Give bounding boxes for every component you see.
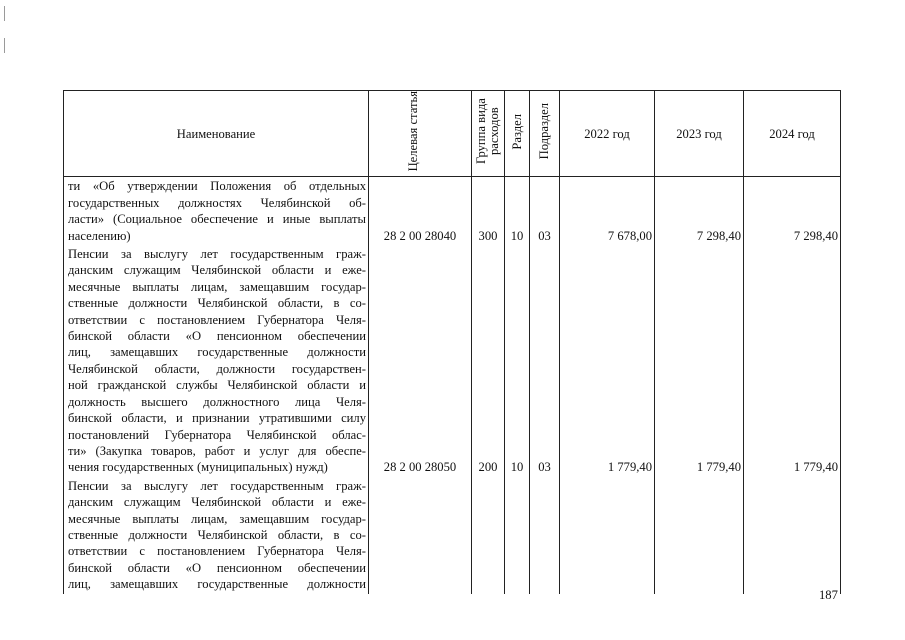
row-subsection: 03 — [530, 245, 560, 477]
row-value-2022: 1 779,40 — [560, 245, 655, 477]
row-expense-group: 300 — [472, 177, 505, 245]
header-target-article: Целевая статья — [369, 91, 472, 177]
row-section — [505, 477, 530, 594]
row-target-article: 28 2 00 28040 — [369, 177, 472, 245]
row-value-2023 — [655, 477, 744, 594]
row-name: Пенсии за выслугу лет государственным граж- данским служащим Челябинской области и еже- месячные выплаты лицам, замещавшим государ- ственные должности Челябинской области, в со- ответствии с постановлением Губернатора Челя- бинской области «О пенсионном обеспечении лиц, замещавших государственные должности Челябинской области, должности государствен- ной гражданской службы Челябинской области и должность высшего должностного лица Челя- бинской области, и признании утратившими силу постановлений Губернатора Челябинской облас- ти» (Закупка товаров, работ и услуг для обеспе- чения государственных (муниципальных) нужд) — [64, 245, 369, 477]
row-subsection: 03 — [530, 177, 560, 245]
header-expense-group: Группа вида расходов — [472, 91, 505, 177]
row-target-article: 28 2 00 28050 — [369, 245, 472, 477]
row-value-2022: 7 678,00 — [560, 177, 655, 245]
row-value-2022 — [560, 477, 655, 594]
header-2022: 2022 год — [560, 91, 655, 177]
header-section: Раздел — [505, 91, 530, 177]
row-value-2024: 1 779,40 — [744, 245, 841, 477]
row-section: 10 — [505, 177, 530, 245]
header-2024: 2024 год — [744, 91, 841, 177]
table-row — [64, 177, 841, 245]
row-value-2024: 7 298,40 — [744, 177, 841, 245]
row-expense-group — [472, 477, 505, 594]
table-header-row — [64, 91, 841, 177]
row-section: 10 — [505, 245, 530, 477]
row-value-2023: 1 779,40 — [655, 245, 744, 477]
page-number: 187 — [819, 588, 838, 602]
header-subsection: Подраздел — [530, 91, 560, 177]
table-row — [64, 477, 841, 594]
scan-margin-mark — [4, 6, 5, 21]
header-name: Наименование — [64, 91, 369, 177]
row-value-2024 — [744, 477, 841, 594]
scan-margin-mark — [4, 38, 5, 53]
row-expense-group: 200 — [472, 245, 505, 477]
row-target-article — [369, 477, 472, 594]
header-2023: 2023 год — [655, 91, 744, 177]
row-value-2023: 7 298,40 — [655, 177, 744, 245]
table-row — [64, 245, 841, 477]
row-name: Пенсии за выслугу лет государственным граж- данским служащим Челябинской области и еже- месячные выплаты лицам, замещавшим государ- ственные должности Челябинской области, в со- ответствии с постановлением Губернатора Челя- бинской области «О пенсионном обеспечении лиц, замещавших государственные должности — [64, 477, 369, 594]
row-name: ти «Об утверждении Положения об отдельных государственных должностях Челябинской об- ласти» (Социальное обеспечение и иные выплаты населению) — [64, 177, 369, 245]
budget-table — [63, 90, 841, 594]
row-subsection — [530, 477, 560, 594]
